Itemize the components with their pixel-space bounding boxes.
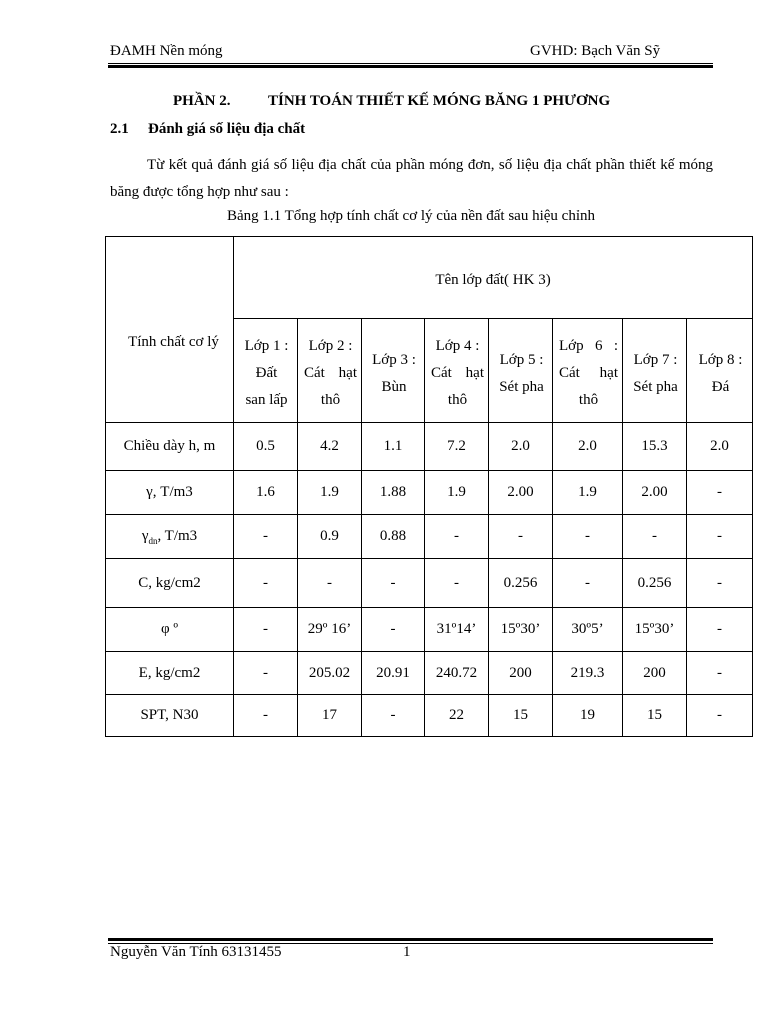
row-label: C, kg/cm2 bbox=[106, 559, 234, 608]
table-header-row bbox=[106, 237, 753, 319]
table-cell: 15.3 bbox=[623, 423, 687, 471]
layer-group-header: Tên lớp đất( HK 3) bbox=[234, 237, 753, 319]
table-cell: 19 bbox=[553, 695, 623, 737]
part-title: TÍNH TOÁN THIẾT KẾ MÓNG BĂNG 1 PHƯƠNG bbox=[268, 93, 611, 109]
table-cell: - bbox=[362, 559, 425, 608]
row-label: SPT, N30 bbox=[106, 695, 234, 737]
table-cell: - bbox=[298, 559, 362, 608]
table-cell: 0.88 bbox=[362, 515, 425, 559]
table-cell: 219.3 bbox=[553, 652, 623, 695]
row-label: E, kg/cm2 bbox=[106, 652, 234, 695]
table-cell: 2.00 bbox=[489, 471, 553, 515]
table-cell: - bbox=[425, 559, 489, 608]
row-label: $\gamma_{dn}$, T/m3 bbox=[106, 515, 234, 559]
table-cell: - bbox=[234, 652, 298, 695]
table-row bbox=[106, 608, 753, 652]
table-cell: - bbox=[687, 471, 753, 515]
table-cell: 200 bbox=[489, 652, 553, 695]
header-rule-thin bbox=[108, 63, 713, 64]
intro-paragraph: Từ kết quả đánh giá số liệu địa chất của phần móng đơn, số liệu địa chất phần thiết kế móng băng được tổng hợp như sau : bbox=[110, 157, 713, 200]
header-advisor: GVHD: Bạch Văn Sỹ bbox=[530, 43, 661, 59]
table-cell: 1.88 bbox=[362, 471, 425, 515]
table-cell: 15 bbox=[623, 695, 687, 737]
property-header: Tính chất cơ lý bbox=[106, 237, 234, 423]
table-cell: 0.9 bbox=[298, 515, 362, 559]
table-cell: - bbox=[687, 652, 753, 695]
table-row bbox=[106, 652, 753, 695]
table-cell: - bbox=[234, 695, 298, 737]
table-row bbox=[106, 471, 753, 515]
table-cell: 1.9 bbox=[553, 471, 623, 515]
layer-header: Lớp 6 : Cát hạt thô bbox=[553, 319, 623, 423]
table-cell: 2.0 bbox=[489, 423, 553, 471]
table-cell: 15º30’ bbox=[489, 608, 553, 652]
table-cell: 2.0 bbox=[687, 423, 753, 471]
table-row bbox=[106, 423, 753, 471]
table-cell: 2.0 bbox=[553, 423, 623, 471]
table-cell: - bbox=[362, 608, 425, 652]
section-number: 2.1 bbox=[110, 121, 129, 137]
table-cell: - bbox=[623, 515, 687, 559]
section-title: Đánh giá số liệu địa chất bbox=[148, 121, 306, 137]
table-cell: - bbox=[687, 608, 753, 652]
table-cell: - bbox=[687, 695, 753, 737]
table-cell: - bbox=[425, 515, 489, 559]
table-cell: 200 bbox=[623, 652, 687, 695]
layer-header: Lớp 2 : Cát hạt thô bbox=[298, 319, 362, 423]
table-cell: 1.6 bbox=[234, 471, 298, 515]
table-cell: - bbox=[553, 515, 623, 559]
table-cell: 20.91 bbox=[362, 652, 425, 695]
table-cell: 205.02 bbox=[298, 652, 362, 695]
footer-rule-thick bbox=[108, 938, 713, 941]
table-cell: 1.9 bbox=[425, 471, 489, 515]
table-cell: 240.72 bbox=[425, 652, 489, 695]
table-cell: 2.00 bbox=[623, 471, 687, 515]
table-cell: 29º 16’ bbox=[298, 608, 362, 652]
table-cell: 1.1 bbox=[362, 423, 425, 471]
table-cell: 31º14’ bbox=[425, 608, 489, 652]
header-course: ĐAMH Nền móng bbox=[110, 43, 223, 59]
table-cell: 0.256 bbox=[623, 559, 687, 608]
table-row bbox=[106, 559, 753, 608]
table-cell: 22 bbox=[425, 695, 489, 737]
table-cell: 15º30’ bbox=[623, 608, 687, 652]
table-cell: - bbox=[234, 559, 298, 608]
row-label: γ, T/m3 bbox=[106, 471, 234, 515]
row-label: φ º bbox=[106, 608, 234, 652]
soil-properties-table bbox=[105, 236, 753, 737]
table-cell: 0.5 bbox=[234, 423, 298, 471]
table-cell: 0.256 bbox=[489, 559, 553, 608]
table-cell: - bbox=[489, 515, 553, 559]
table-cell: 7.2 bbox=[425, 423, 489, 471]
table-cell: - bbox=[553, 559, 623, 608]
table-row bbox=[106, 695, 753, 737]
table-cell: - bbox=[362, 695, 425, 737]
footer-author: Nguyễn Văn Tính 63131455 bbox=[110, 944, 282, 960]
table-cell: - bbox=[234, 608, 298, 652]
table-row bbox=[106, 515, 753, 559]
header-rule-thick bbox=[108, 65, 713, 68]
table-cell: - bbox=[687, 515, 753, 559]
table-cell: 1.9 bbox=[298, 471, 362, 515]
layer-header: Lớp 4 : Cát hạt thô bbox=[425, 319, 489, 423]
table-cell: 4.2 bbox=[298, 423, 362, 471]
table-cell: 17 bbox=[298, 695, 362, 737]
table-cell: - bbox=[687, 559, 753, 608]
table-cell: 15 bbox=[489, 695, 553, 737]
layer-header: Lớp 3 : Bùn bbox=[362, 319, 425, 423]
table-cell: - bbox=[234, 515, 298, 559]
part-number: PHẦN 2. bbox=[173, 93, 231, 109]
layer-header: Lớp 7 : Sét pha bbox=[623, 319, 687, 423]
row-label: Chiều dày h, m bbox=[106, 423, 234, 471]
layer-header: Lớp 5 : Sét pha bbox=[489, 319, 553, 423]
layer-header: Lớp 8 : Đá bbox=[687, 319, 753, 423]
page-number: 1 bbox=[403, 944, 411, 960]
table-cell: 30º5’ bbox=[553, 608, 623, 652]
layer-header: Lớp 1 : Đất san lấp bbox=[234, 319, 298, 423]
table-caption: Bảng 1.1 Tổng hợp tính chất cơ lý của nền đất sau hiệu chỉnh bbox=[226, 208, 595, 224]
